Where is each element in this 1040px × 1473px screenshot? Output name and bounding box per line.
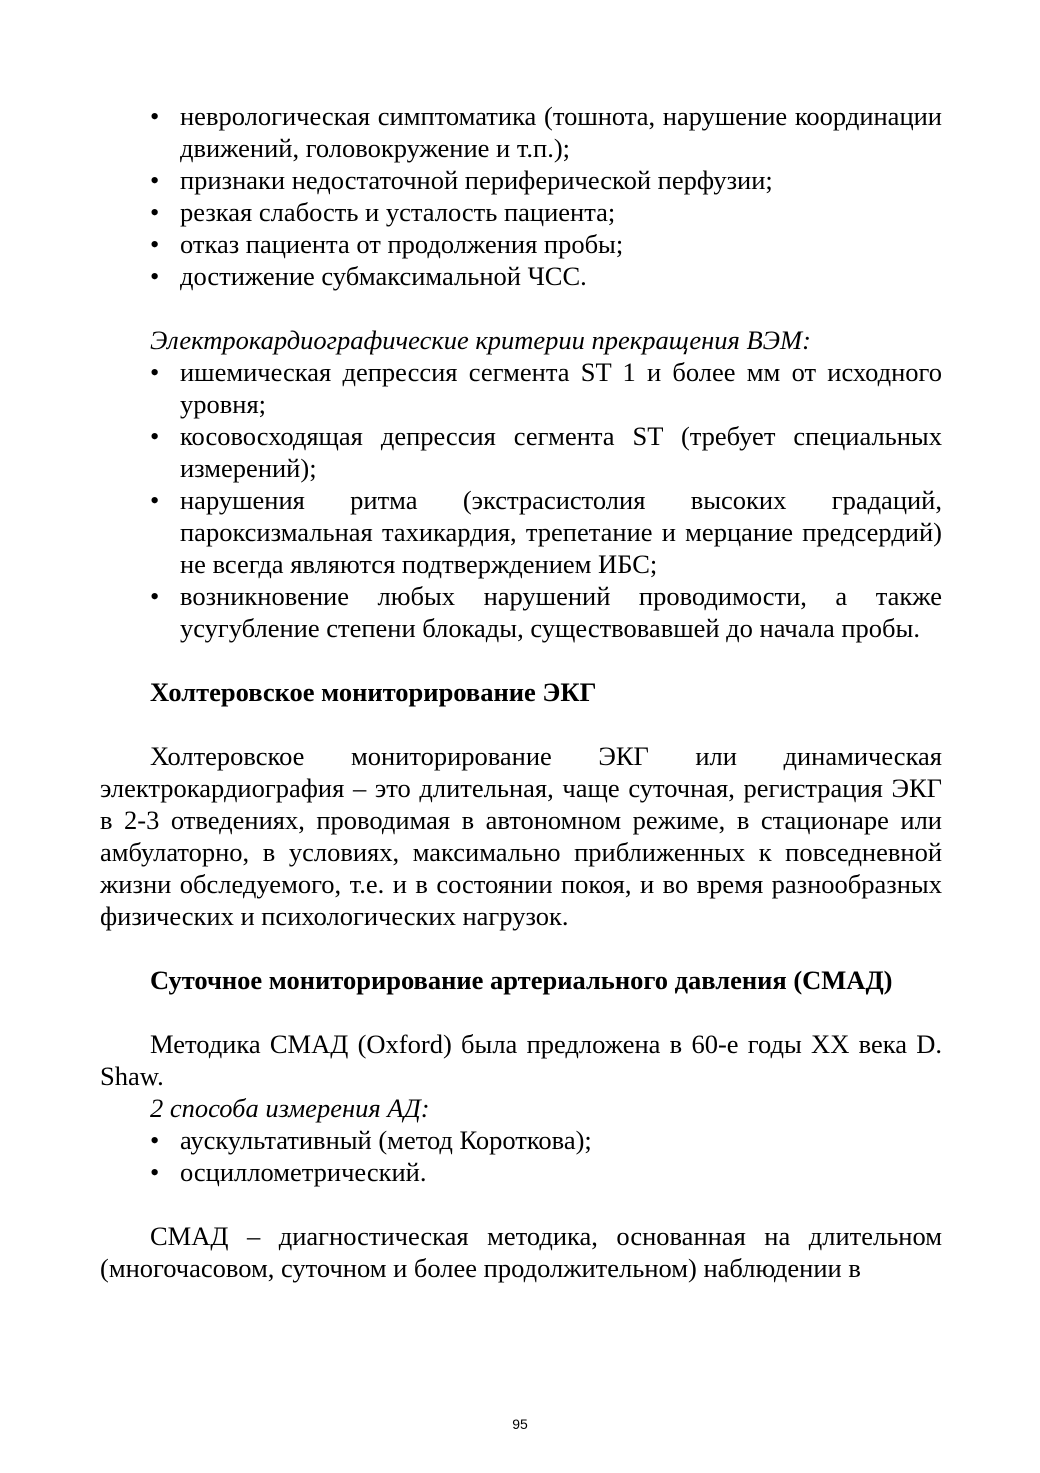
- list-item-text: нарушения ритма (экстрасистолия высоких градаций, пароксизмальная тахикардия, трепетание и мерцание предсердий) не всегда являются подтверждением ИБС;: [180, 485, 942, 579]
- list-item-text: возникновение любых нарушений проводимости, а также усугубление степени блокады, существовавшей до начала пробы.: [180, 581, 942, 643]
- spacer: [100, 708, 942, 740]
- spacer: [100, 932, 942, 964]
- list-item-text: косовосходящая депрессия сегмента ST (требует специальных измерений);: [180, 421, 942, 483]
- list-item-text: ишемическая депрессия сегмента ST 1 и более мм от исходного уровня;: [180, 357, 942, 419]
- list-item: • косовосходящая депрессия сегмента ST (требует специальных измерений);: [150, 421, 942, 483]
- spacer: [100, 996, 942, 1028]
- ecg-criteria-heading: Электрокардиографические критерии прекращения ВЭМ:: [150, 325, 811, 355]
- list-item: • неврологическая симптоматика (тошнота, нарушение координации движений, головокружение и т.п.);: [150, 101, 942, 163]
- ecg-criteria-list: [100, 356, 942, 644]
- list-item: • осциллометрический.: [150, 1157, 427, 1187]
- page-number: 95: [512, 1416, 528, 1432]
- termination-criteria-list: [100, 100, 942, 292]
- spacer: [100, 644, 942, 676]
- list-item: • аускультативный (метод Короткова);: [150, 1125, 592, 1155]
- list-item: • нарушения ритма (экстрасистолия высоких градаций, пароксизмальная тахикардия, трепетание и мерцание предсердий) не всегда являются подтверждением ИБС;: [150, 485, 942, 579]
- smad-heading: Суточное мониторирование артериального давления (СМАД): [150, 965, 893, 995]
- list-item-text: неврологическая симптоматика (тошнота, нарушение координации движений, головокружение и т.п.);: [180, 101, 942, 163]
- list-item-text: аускультативный (метод Короткова);: [180, 1125, 592, 1155]
- list-item-text: отказ пациента от продолжения пробы;: [180, 229, 624, 259]
- spacer: [100, 292, 942, 324]
- list-item: • отказ пациента от продолжения пробы;: [150, 229, 624, 259]
- smad-methods-heading: 2 способа измерения АД:: [150, 1093, 430, 1123]
- smad-definition-paragraph: СМАД – диагностическая методика, основанная на длительном (многочасовом, суточном и более продолжительном) наблюдении в: [100, 1221, 942, 1283]
- text-column: [100, 100, 942, 1284]
- list-item: • признаки недостаточной периферической перфузии;: [150, 165, 773, 195]
- list-item-text: достижение субмаксимальной ЧСС.: [180, 261, 587, 291]
- list-item-text: признаки недостаточной периферической перфузии;: [180, 165, 773, 195]
- list-item: • достижение субмаксимальной ЧСС.: [150, 261, 587, 291]
- list-item-text: резкая слабость и усталость пациента;: [180, 197, 616, 227]
- holter-heading: Холтеровское мониторирование ЭКГ: [150, 677, 597, 707]
- list-item-text: осциллометрический.: [180, 1157, 427, 1187]
- list-item: • ишемическая депрессия сегмента ST 1 и более мм от исходного уровня;: [150, 357, 942, 419]
- holter-paragraph: Холтеровское мониторирование ЭКГ или динамическая электрокардиография – это длительная, чаще суточная, регистрация ЭКГ в 2-3 отведениях, проводимая в автономном режиме, в стационаре или амбулаторно, в условиях, максимально приближенных к повседневной жизни обследуемого, т.е. и в состоянии покоя, и во время разнообразных физических и психологических нагрузок.: [100, 741, 942, 931]
- list-item: • возникновение любых нарушений проводимости, а также усугубление степени блокады, существовавшей до начала пробы.: [150, 581, 942, 643]
- smad-methods-list: [100, 1124, 942, 1188]
- spacer: [100, 1188, 942, 1220]
- smad-intro-paragraph: Методика СМАД (Oxford) была предложена в 60-е годы XX века D. Shaw.: [100, 1029, 942, 1091]
- list-item: • резкая слабость и усталость пациента;: [150, 197, 616, 227]
